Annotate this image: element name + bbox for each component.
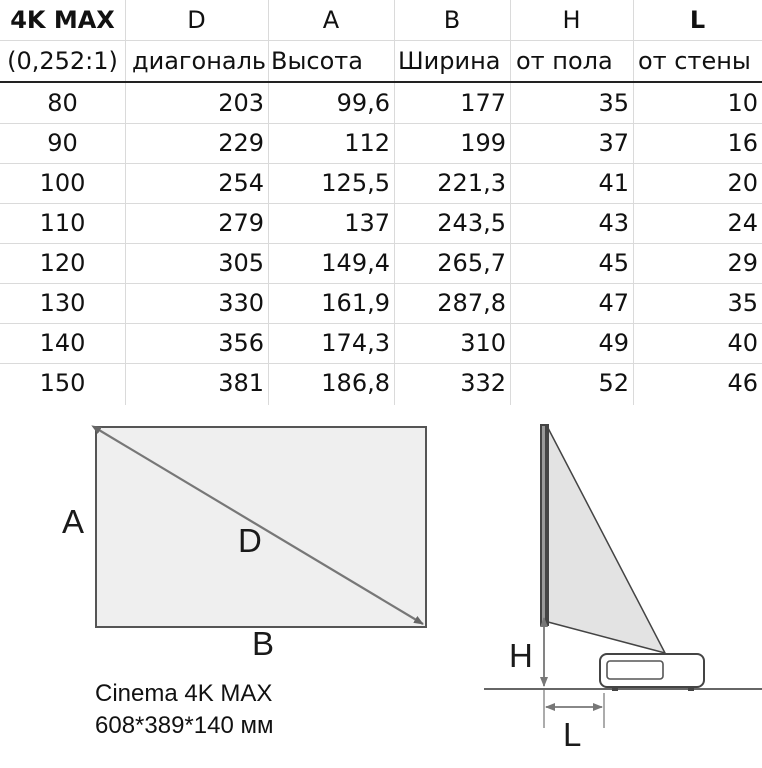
cell-d: 356: [218, 329, 264, 357]
cell-l: 16: [727, 129, 758, 157]
cell-d: 203: [218, 89, 264, 117]
projector-foot: [688, 687, 694, 691]
cell-l: 29: [727, 249, 758, 277]
cell-h: 41: [598, 169, 629, 197]
table-row: [0, 203, 762, 243]
cell-b: 177: [460, 89, 506, 117]
cell-h: 49: [598, 329, 629, 357]
side-view-diagram: [470, 410, 762, 768]
cell-size: 130: [39, 289, 86, 317]
cell-b: 310: [460, 329, 506, 357]
cell-h: 52: [598, 369, 629, 397]
projection-beam: [548, 428, 665, 653]
cell-d: 279: [218, 209, 264, 237]
cell-b: 265,7: [437, 249, 506, 277]
label-h: H: [509, 637, 533, 674]
cell-a: 99,6: [336, 89, 390, 117]
cell-size: 100: [39, 169, 86, 197]
cell-size: 150: [39, 369, 86, 397]
cell-l: 46: [727, 369, 758, 397]
label-l: L: [563, 716, 582, 753]
model-name: Cinema 4K MAX: [95, 680, 273, 707]
header-d: D: [187, 6, 206, 34]
cell-size: 140: [39, 329, 86, 357]
cell-l: 10: [727, 89, 758, 117]
projector-lens-panel: [607, 661, 663, 679]
model-dimensions: 608*389*140 мм: [95, 712, 274, 739]
cell-a: 125,5: [321, 169, 390, 197]
cell-a: 174,3: [321, 329, 390, 357]
cell-d: 330: [218, 289, 264, 317]
cell-a: 137: [344, 209, 390, 237]
cell-a: 149,4: [321, 249, 390, 277]
cell-size: 90: [47, 129, 78, 157]
header-row-1: [0, 0, 762, 40]
cell-a: 112: [344, 129, 390, 157]
cell-h: 43: [598, 209, 629, 237]
cell-b: 199: [460, 129, 506, 157]
header-from-wall: от стены: [638, 47, 751, 75]
label-d: D: [238, 522, 262, 559]
cell-h: 35: [598, 89, 629, 117]
label-a: A: [62, 503, 85, 540]
header-width: Ширина: [398, 47, 501, 75]
cell-d: 305: [218, 249, 264, 277]
cell-h: 47: [598, 289, 629, 317]
header-l: L: [689, 6, 706, 34]
cell-h: 37: [598, 129, 629, 157]
cell-b: 221,3: [437, 169, 506, 197]
cell-size: 120: [39, 249, 86, 277]
cell-size: 80: [47, 89, 78, 117]
cell-d: 381: [218, 369, 264, 397]
header-model-code: 4K MAX: [10, 6, 115, 34]
header-h: H: [562, 6, 581, 34]
cell-b: 243,5: [437, 209, 506, 237]
table-row: [0, 283, 762, 323]
label-b: B: [252, 625, 275, 662]
cell-d: 229: [218, 129, 264, 157]
header-diagonal: диагональ: [132, 47, 267, 75]
table-row: [0, 363, 762, 403]
header-ratio: (0,252:1): [7, 47, 118, 75]
cell-b: 287,8: [437, 289, 506, 317]
header-row-2: [0, 41, 762, 81]
header-height: Высота: [271, 47, 363, 75]
cell-l: 40: [727, 329, 758, 357]
cell-h: 45: [598, 249, 629, 277]
cell-size: 110: [39, 209, 86, 237]
cell-l: 24: [727, 209, 758, 237]
table-row: [0, 323, 762, 363]
table-row: [0, 83, 762, 123]
cell-a: 161,9: [321, 289, 390, 317]
cell-l: 35: [727, 289, 758, 317]
cell-l: 20: [727, 169, 758, 197]
cell-d: 254: [218, 169, 264, 197]
screen-side-highlight: [542, 426, 545, 624]
table-row: [0, 243, 762, 283]
header-from-floor: от пола: [516, 47, 613, 75]
header-b: B: [443, 6, 461, 34]
cell-b: 332: [460, 369, 506, 397]
table-row: [0, 123, 762, 163]
table-row: [0, 163, 762, 203]
header-a: A: [322, 6, 340, 34]
projector-foot: [612, 687, 618, 691]
cell-a: 186,8: [321, 369, 390, 397]
